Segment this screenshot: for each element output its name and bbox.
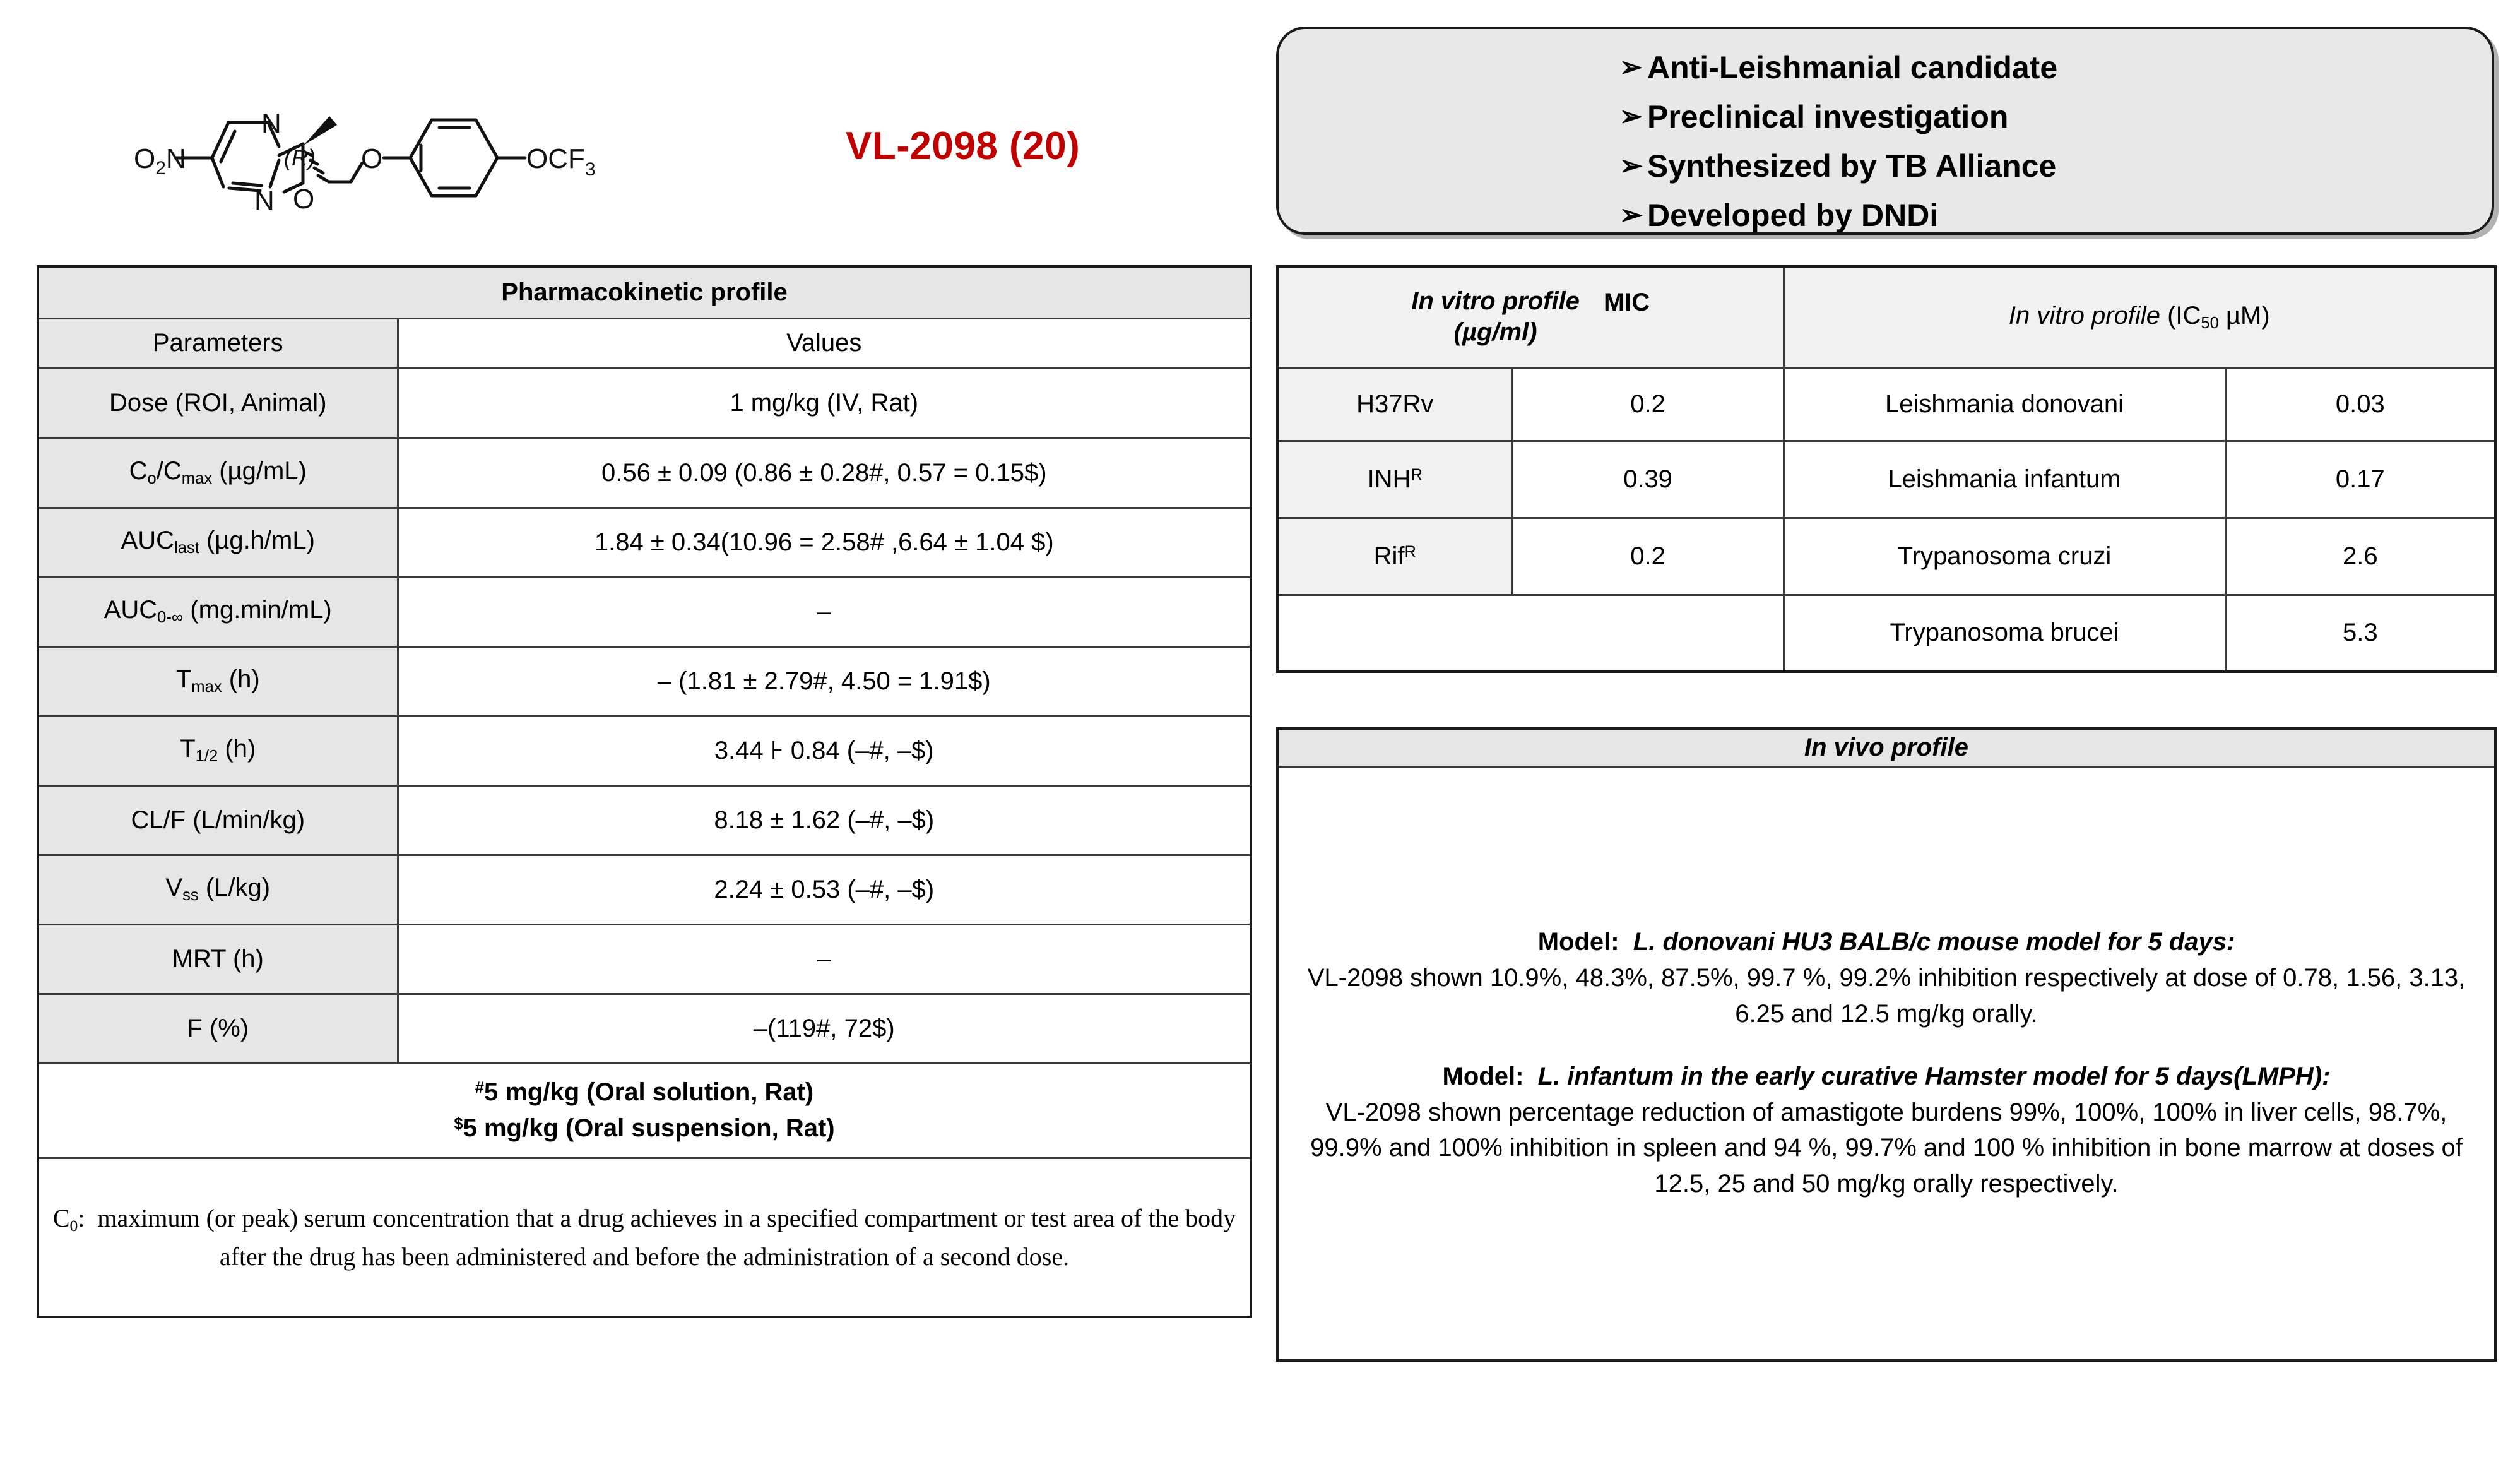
vivo-model-name-2: L. infantum in the early curative Hamster model for 5 days(LMPH): bbox=[1537, 1062, 2331, 1090]
chevron-bullet-icon: ➢ bbox=[1619, 199, 1643, 230]
highlight-item-1 bbox=[1279, 43, 2454, 92]
vitro-strain-cell: $INH^R$ bbox=[1277, 441, 1512, 518]
pk-param-cell: $AUC_{last}$ (µg.h/mL) bbox=[38, 508, 398, 577]
vitro-header-ic50: In vitro profile ($IC_{50}$ µM) bbox=[1784, 266, 2495, 367]
highlight-label-2: Preclinical investigation bbox=[1647, 99, 2009, 134]
pk-param-cell: MRT (h) bbox=[38, 924, 398, 994]
label-ring-n-top: N bbox=[261, 108, 281, 139]
pk-value-cell: – bbox=[398, 577, 1251, 646]
vivo-model-label-1: Model: bbox=[1537, 928, 1619, 956]
pk-value-cell: 1 mg/kg (IV, Rat) bbox=[398, 367, 1251, 438]
chevron-bullet-icon: ➢ bbox=[1619, 150, 1643, 181]
pk-param-cell: CL/F (L/min/kg) bbox=[38, 785, 398, 855]
table-row bbox=[38, 716, 1251, 785]
vitro-organism-cell: Trypanosoma cruzi bbox=[1784, 518, 2225, 595]
pk-c0-definition: $C_0$: maximum (or peak) serum concentration that a drug achieves in a specified compartment or test area of the body after the drug has been administered and before the administration of a second dose. bbox=[38, 1158, 1251, 1317]
vitro-ic50-cell: 0.17 bbox=[2225, 441, 2495, 518]
vitro-ic50-cell: 0.03 bbox=[2225, 367, 2495, 441]
table-row bbox=[38, 508, 1251, 577]
table-row bbox=[38, 438, 1251, 508]
chevron-bullet-icon: ➢ bbox=[1619, 52, 1643, 83]
table-row bbox=[38, 577, 1251, 646]
table-row bbox=[1277, 518, 2495, 595]
table-row bbox=[1277, 595, 2495, 672]
vitro-mic-cell-empty bbox=[1512, 595, 1784, 672]
table-row-title bbox=[38, 266, 1251, 318]
pk-value-cell: 1.84 ± 0.34(10.96 = 2.58# ,6.64 ± 1.04 $) bbox=[398, 508, 1251, 577]
highlight-label-4: Developed by DNDi bbox=[1647, 198, 1939, 233]
vitro-header-units: (µg/ml) bbox=[1453, 318, 1537, 347]
vivo-paragraph-1 bbox=[1287, 924, 2485, 1032]
highlight-item-3 bbox=[1279, 141, 2454, 191]
highlight-label-3: Synthesized by TB Alliance bbox=[1647, 148, 2057, 184]
pk-param-cell: $T_{max}$ (h) bbox=[38, 646, 398, 716]
vitro-header-mic-label: MIC bbox=[1603, 288, 1650, 317]
chevron-bullet-icon: ➢ bbox=[1619, 101, 1643, 132]
vitro-strain-cell: H37Rv bbox=[1277, 367, 1512, 441]
table-row bbox=[1277, 367, 2495, 441]
table-row bbox=[38, 924, 1251, 994]
table-row bbox=[38, 646, 1251, 716]
vitro-organism-cell: Leishmania infantum bbox=[1784, 441, 2225, 518]
chemical-structure bbox=[95, 95, 833, 221]
highlight-label-1: Anti-Leishmanial candidate bbox=[1647, 50, 2058, 85]
highlight-item-2 bbox=[1279, 92, 2454, 141]
label-ether-o: O bbox=[361, 143, 383, 174]
in-vivo-table bbox=[1276, 727, 2497, 1362]
pk-param-cell: $T_{1/2}$ (h) bbox=[38, 716, 398, 785]
vitro-ic50-cell: 2.6 bbox=[2225, 518, 2495, 595]
vivo-paragraph-2 bbox=[1287, 1059, 2485, 1202]
label-ring-o: O bbox=[293, 184, 315, 215]
highlight-item-4 bbox=[1279, 191, 2454, 240]
table-row-header bbox=[38, 318, 1251, 367]
top-section bbox=[0, 0, 2520, 259]
vivo-model-name-1: L. donovani HU3 BALB/c mouse model for 5 days: bbox=[1633, 928, 2235, 956]
pk-param-cell: F (%) bbox=[38, 994, 398, 1063]
label-nitro: $O_2N$ bbox=[134, 143, 186, 179]
table-row-title bbox=[1277, 729, 2495, 767]
vitro-strain-cell-empty bbox=[1277, 595, 1512, 672]
vitro-header-mic bbox=[1277, 266, 1784, 367]
label-ring-n-bottom: N bbox=[254, 185, 275, 216]
vivo-body bbox=[1277, 767, 2495, 1360]
pk-dose-footnote: #5 mg/kg (Oral solution, Rat) $5 mg/kg (Oral suspension, Rat) bbox=[38, 1063, 1251, 1158]
table-row-body bbox=[1277, 767, 2495, 1360]
vitro-organism-cell: Leishmania donovani bbox=[1784, 367, 2225, 441]
vivo-model-label-2: Model: bbox=[1442, 1062, 1524, 1090]
label-stereo: (R) bbox=[284, 145, 316, 170]
vivo-table-title: In vivo profile bbox=[1277, 729, 2495, 767]
pk-value-cell: 2.24 ± 0.53 (–#, –$) bbox=[398, 855, 1251, 924]
vitro-mic-cell: 0.39 bbox=[1512, 441, 1784, 518]
pk-param-cell: Dose (ROI, Animal) bbox=[38, 367, 398, 438]
vitro-mic-cell: 0.2 bbox=[1512, 518, 1784, 595]
pk-param-cell: $C_o/C_{max}$ (µg/mL) bbox=[38, 438, 398, 508]
compound-title: VL-2098 (20) bbox=[846, 124, 1080, 168]
pk-table-title: Pharmacokinetic profile bbox=[38, 266, 1251, 318]
vivo-model-text-1: VL-2098 shown 10.9%, 48.3%, 87.5%, 99.7 %, 99.2% inhibition respectively at dose of 0.78, 1.56, 3.13, 6.25 and 12.5 mg/kg orally. bbox=[1307, 964, 2466, 1028]
table-row bbox=[38, 785, 1251, 855]
table-row-definition bbox=[38, 1158, 1251, 1317]
vivo-model-text-2: VL-2098 shown percentage reduction of amastigote burdens 99%, 100%, 100% in liver cells, 98.7%, 99.9% and 100% inhibition in spleen and 94 %, 99.7% and 100 % inhibition in bone marrow at doses of 12.5, 25 and 50 mg/kg orally respectively. bbox=[1310, 1098, 2463, 1198]
pk-col-header-values: Values bbox=[398, 318, 1251, 367]
pk-value-cell: – (1.81 ± 2.79#, 4.50 = 1.91$) bbox=[398, 646, 1251, 716]
in-vitro-table bbox=[1276, 265, 2497, 673]
pk-col-header-parameters: Parameters bbox=[38, 318, 398, 367]
vitro-ic50-cell: 5.3 bbox=[2225, 595, 2495, 672]
table-row-footnote bbox=[38, 1063, 1251, 1158]
pk-value-cell: 0.56 ± 0.09 (0.86 ± 0.28#, 0.57 = 0.15$) bbox=[398, 438, 1251, 508]
table-row bbox=[38, 994, 1251, 1063]
vitro-strain-cell: Rif$^R$ bbox=[1277, 518, 1512, 595]
pk-value-cell: 8.18 ± 1.62 (–#, –$) bbox=[398, 785, 1251, 855]
vitro-mic-cell: 0.2 bbox=[1512, 367, 1784, 441]
vitro-organism-cell: Trypanosoma brucei bbox=[1784, 595, 2225, 672]
vitro-header-title: In vitro profile bbox=[1411, 287, 1580, 316]
chemical-structure-svg bbox=[95, 95, 833, 221]
label-tail: $OCF_3$ bbox=[526, 143, 596, 180]
table-row bbox=[38, 367, 1251, 438]
pharmacokinetic-table bbox=[37, 265, 1252, 1318]
pk-param-cell: $V_{ss}$ (L/kg) bbox=[38, 855, 398, 924]
highlights-callout bbox=[1276, 27, 2494, 235]
table-row-header bbox=[1277, 266, 2495, 367]
pk-param-cell: $AUC_{0-\infty}$ (mg.min/mL) bbox=[38, 577, 398, 646]
table-row bbox=[1277, 441, 2495, 518]
pk-value-cell: 3.44 ⊦ 0.84 (–#, –$) bbox=[398, 716, 1251, 785]
table-row bbox=[38, 855, 1251, 924]
pk-value-cell: – bbox=[398, 924, 1251, 994]
pk-value-cell: –(119#, 72$) bbox=[398, 994, 1251, 1063]
